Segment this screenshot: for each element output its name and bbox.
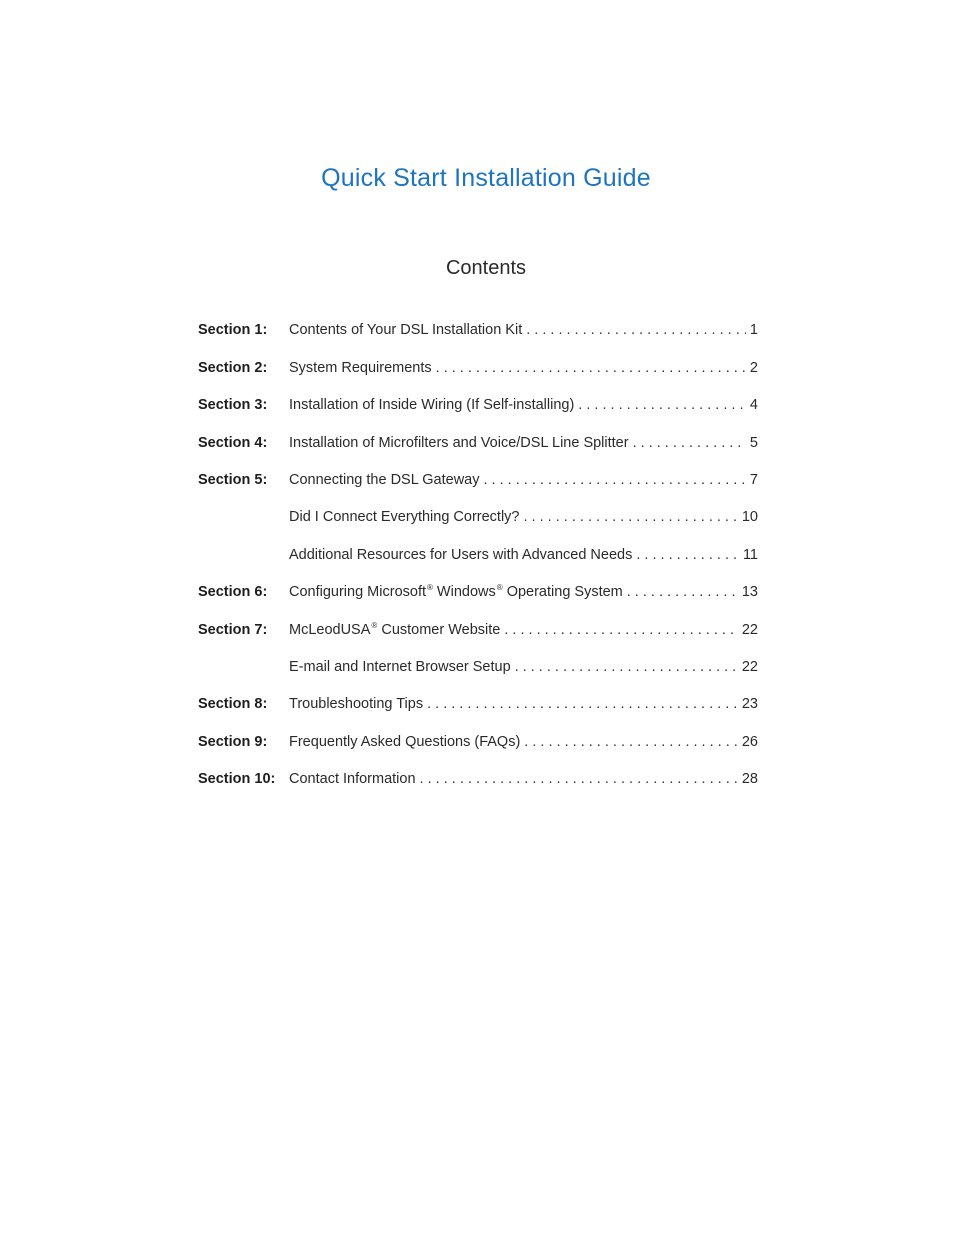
toc-page-number: 10 [741,509,758,525]
toc-title-text: McLeodUSA [289,622,371,638]
toc-section-label: Section 7: [198,622,268,638]
toc-title-text: Windows [432,584,496,600]
toc-page-number: 22 [741,622,758,638]
toc-entry [289,694,758,714]
toc-dot-leader [636,545,739,565]
toc-row-section-1[interactable] [198,320,758,340]
toc-dot-leader [504,620,738,640]
toc-entry [289,320,758,340]
toc-row-subentry-advanced-resources[interactable] [198,545,758,565]
toc-row-section-5[interactable] [198,470,758,490]
toc-entry-title: Frequently Asked Questions (FAQs) [289,734,521,750]
toc-section-label: Section 3: [198,397,268,413]
document-title: Quick Start Installation Guide [321,164,651,192]
toc-section-label: Section 9: [198,734,268,750]
toc-row-section-3[interactable] [198,395,758,415]
toc-row-section-2[interactable] [198,358,758,378]
toc-dot-leader [436,358,746,378]
toc-entry-title: Connecting the DSL Gateway [289,472,480,488]
toc-page-number: 11 [742,547,758,563]
toc-page-number: 7 [749,472,758,488]
toc-dot-leader [633,433,746,453]
toc-title-text: Operating System [502,584,623,600]
toc-page-number: 13 [741,584,758,600]
toc-page-number: 4 [749,397,758,413]
toc-entry-title [289,582,623,602]
toc-section-label: Section 6: [198,584,268,600]
toc-row-section-9[interactable] [198,732,758,752]
toc-entry [289,433,758,453]
toc-entry-title: System Requirements [289,360,432,376]
toc-row-section-10[interactable] [198,769,758,789]
toc-row-subentry-connect-check[interactable] [198,507,758,527]
toc-dot-leader [524,507,738,527]
toc-page-number: 26 [741,734,758,750]
toc-entry-title: Troubleshooting Tips [289,696,424,712]
toc-entry [289,470,758,490]
registered-mark: ® [371,621,378,630]
toc-row-section-8[interactable] [198,694,758,714]
toc-dot-leader [420,769,738,789]
toc-entry-title: Installation of Microfilters and Voice/DSL Line Splitter [289,435,629,451]
toc-dot-leader [524,732,738,752]
toc-entry-title: Installation of Inside Wiring (If Self-installing) [289,397,575,413]
toc-dot-leader [484,470,746,490]
toc-entry [289,732,758,752]
toc-entry-title: E-mail and Internet Browser Setup [289,659,511,675]
toc-section-label: Section 5: [198,472,268,488]
toc-entry [289,545,758,565]
toc-page-number: 28 [741,771,758,787]
toc-entry [289,582,758,602]
toc-entry-title: Additional Resources for Users with Advanced Needs [289,547,633,563]
toc-entry-title: Contact Information [289,771,416,787]
toc-entry [289,769,758,789]
toc-dot-leader [526,320,746,340]
toc-page-number: 5 [749,435,758,451]
contents-heading: Contents [445,257,527,279]
toc-entry-title: Did I Connect Everything Correctly? [289,509,520,525]
toc-dot-leader [578,395,746,415]
toc-entry [289,657,758,677]
toc-section-label: Section 2: [198,360,268,376]
toc-section-label: Section 10: [198,771,276,787]
toc-entry [289,620,758,640]
toc-entry [289,507,758,527]
toc-page-number: 2 [749,360,758,376]
toc-dot-leader [627,582,738,602]
toc-title-text: Customer Website [377,622,501,638]
toc-entry [289,358,758,378]
toc-row-subentry-email-setup[interactable] [198,657,758,677]
toc-section-label: Section 8: [198,696,268,712]
toc-dot-leader [427,694,738,714]
toc-entry [289,395,758,415]
registered-mark: ® [496,583,503,592]
toc-dot-leader [515,657,738,677]
toc-row-section-4[interactable] [198,433,758,453]
toc-title-text: Configuring Microsoft [289,584,426,600]
toc-page-number: 23 [741,696,758,712]
toc-row-section-7[interactable] [198,620,758,640]
toc-page-number: 1 [749,322,758,338]
toc-section-label: Section 4: [198,435,268,451]
toc-section-label: Section 1: [198,322,268,338]
toc-page-number: 22 [741,659,758,675]
toc-entry-title: Contents of Your DSL Installation Kit [289,322,523,338]
toc-entry-title [289,620,500,640]
toc-row-section-6[interactable] [198,582,758,602]
registered-mark: ® [427,583,433,592]
